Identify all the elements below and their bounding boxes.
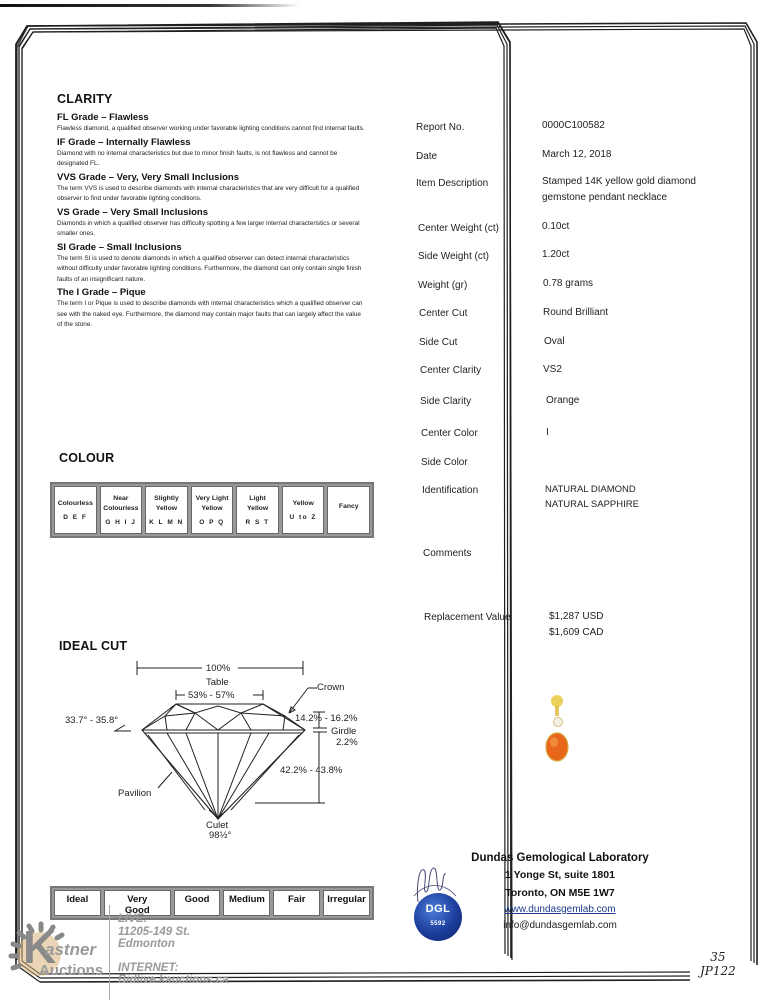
logo-text-line1: astner <box>45 940 97 959</box>
field-label: Side Weight (ct) <box>418 251 489 262</box>
colour-cell <box>191 486 234 534</box>
center-clarity: VS2 <box>543 364 562 375</box>
ideal-cut-title: IDEAL CUT <box>59 639 128 653</box>
cut-grade-cell: Medium <box>223 890 270 916</box>
colour-name: Slightly Yellow <box>154 495 179 512</box>
grade-description: The term VVS is used to describe diamonds with internal characteristics that are very difficult for a qualified observer to find under favorable lighting conditions. <box>57 184 360 202</box>
watermark-website: Bidlive.kauctions.ca <box>118 974 229 986</box>
clarity-title: CLARITY <box>57 92 113 106</box>
lab-name: Dundas Gemological Laboratory <box>471 852 649 864</box>
colour-letters: K L M N <box>149 519 184 526</box>
logo-text-line2: Auctions <box>39 962 104 979</box>
field-label: Center Color <box>421 428 478 439</box>
lab-email: info@dundasgemlab.com <box>503 920 617 931</box>
side-weight: 1.20ct <box>542 249 570 260</box>
center-color: I <box>546 427 549 438</box>
field-label: Side Color <box>421 457 468 468</box>
grade-description: The term SI is used to denote diamonds in which a qualified observer can detect internal characteristics without difficulty under favorable lighting conditions. Furthermore, the diamond can only contain single finish faults of an insignificant nature. <box>57 254 362 283</box>
ideal-cut-diagram <box>55 655 375 840</box>
clarity-grade <box>57 172 367 205</box>
crown-height-label: 14.2% - 16.2% <box>295 713 358 724</box>
identification-line1: NATURAL DIAMOND <box>545 484 636 495</box>
colour-cell <box>54 486 97 534</box>
grade-heading: The I Grade – Pique <box>57 287 146 298</box>
colour-cell <box>282 486 325 534</box>
grade-description: Diamond with no internal characteristics but due to minor finish faults, is not flawless and cannot be designated FL. <box>57 149 338 167</box>
clarity-grade <box>57 112 367 135</box>
colour-name: Very Light Yellow <box>195 495 229 512</box>
clarity-grade <box>57 287 367 331</box>
item-description-line2: gemstone pendant necklace <box>542 192 668 203</box>
logo-letter-k: K <box>23 921 57 973</box>
scan-edge-streak <box>0 4 300 7</box>
handwritten-line2: JP122 <box>700 964 736 978</box>
crown-angle-label: 33.7° - 35.8° <box>65 715 119 726</box>
watermark-internet-label: INTERNET: <box>118 961 179 974</box>
table-range-label: 53% - 57% <box>188 690 235 701</box>
colour-name: Fancy <box>338 503 359 511</box>
cut-grade-cell: Very Good <box>104 890 171 916</box>
diamond-outline <box>142 704 305 819</box>
colour-name: Light Yellow <box>247 495 269 512</box>
clarity-grades <box>57 110 367 332</box>
colour-name: Yellow <box>292 499 314 507</box>
pavilion-label: Pavilion <box>118 788 152 799</box>
culet-label: Culet <box>206 820 229 831</box>
colour-letters: G H I J <box>105 519 137 526</box>
field-label: Center Cut <box>419 308 468 319</box>
lab-address-line1: 1 Yonge St, suite 1801 <box>505 869 615 881</box>
cut-grade-cell: Good <box>174 890 221 916</box>
grade-description: Diamonds in which a qualified observer has difficulty spotting a few larger internal characteristics or several smaller ones. <box>57 219 360 237</box>
field-label: Date <box>416 151 438 162</box>
grade-heading: FL Grade – Flawless <box>57 112 149 123</box>
culet-value-label: 98½° <box>209 830 232 840</box>
field-label: Weight (gr) <box>418 280 468 291</box>
report-number: 0000C100582 <box>542 120 605 131</box>
field-label: Center Weight (ct) <box>418 223 499 234</box>
weight-grams: 0.78 grams <box>543 278 594 289</box>
center-cut: Round Brilliant <box>543 307 609 318</box>
side-cut: Oval <box>544 336 565 347</box>
girdle-label: Girdle <box>331 726 357 737</box>
colour-scale-table <box>50 482 374 538</box>
grade-heading: VS Grade – Very Small Inclusions <box>57 206 209 218</box>
field-label: Center Clarity <box>420 365 482 376</box>
item-description-line1: Stamped 14K yellow gold diamond <box>542 176 696 187</box>
cut-grade-cell: Irregular <box>323 890 370 916</box>
handwritten-lot-number <box>700 950 736 978</box>
grade-heading: VVS Grade – Very, Very Small Inclusions <box>57 171 239 183</box>
colour-letters: R S T <box>245 519 270 526</box>
cut-grade-cell: Fair <box>273 890 320 916</box>
colour-cell <box>100 486 143 534</box>
center-weight: 0.10ct <box>542 221 570 232</box>
lab-address-line2: Toronto, ON M5E 1W7 <box>505 887 615 899</box>
watermark-address2: Edmonton <box>118 938 175 950</box>
watermark-divider <box>109 905 110 1000</box>
clarity-grade <box>57 137 367 170</box>
colour-letters: O P Q <box>199 519 225 526</box>
field-label: Item Description <box>416 178 489 189</box>
handwritten-line1: 35 <box>710 950 726 964</box>
grade-heading: SI Grade – Small Inclusions <box>57 241 182 253</box>
colour-name: Near Colourless <box>103 495 139 512</box>
dgl-seal-icon <box>414 893 462 941</box>
table-label: Table <box>206 677 229 688</box>
colour-letters: U to Z <box>289 514 317 522</box>
pavilion-depth-label: 42.2% - 43.8% <box>280 765 343 776</box>
colour-cell <box>327 486 370 534</box>
replacement-value-usd: $1,287 USD <box>549 611 604 622</box>
colour-name: Colourless <box>57 499 93 507</box>
grade-description: The term I or Pique is used to describe diamonds with internal characteristics which a qualified observer can see with the naked eye. Furthermore, the diamond may contain major faults that can largely affect the value of the stone. <box>57 300 363 328</box>
field-label: Side Clarity <box>420 396 472 407</box>
seal-number: 5592 <box>430 921 446 927</box>
report-date: March 12, 2018 <box>542 149 612 160</box>
lab-website-link[interactable]: www.dundasgemlab.com <box>504 904 616 915</box>
cut-grade-cell: Ideal <box>54 890 101 916</box>
field-label: Side Cut <box>419 337 458 348</box>
gold-bail <box>551 695 563 707</box>
colour-title: COLOUR <box>59 451 115 465</box>
field-label: Identification <box>422 485 479 496</box>
colour-cell <box>236 486 279 534</box>
grade-heading: IF Grade – Internally Flawless <box>57 136 191 148</box>
field-label: Comments <box>423 548 472 559</box>
colour-cell <box>145 486 188 534</box>
clarity-grade <box>57 207 367 240</box>
crown-label: Crown <box>317 682 345 693</box>
orange-sapphire <box>546 733 568 761</box>
side-clarity: Orange <box>546 395 580 406</box>
watermark-address1: 11205-149 St. <box>118 925 191 938</box>
girdle-value-label: 2.2% <box>336 737 358 748</box>
watermark-info <box>118 913 229 987</box>
identification-line2: NATURAL SAPPHIRE <box>545 499 639 510</box>
colour-letters: D E F <box>63 514 88 522</box>
seal-text: DGL <box>425 903 451 915</box>
replacement-value-cad: $1,609 CAD <box>549 627 604 638</box>
total-width-label: 100% <box>206 663 231 674</box>
watermark-live-label: LIVE: <box>118 913 148 925</box>
grade-description: Flawless diamond, a qualified observer working under favorable lighting conditions cannot find internal faults. <box>57 125 365 132</box>
field-label: Replacement Value <box>424 612 511 623</box>
diamond-accent <box>554 718 563 727</box>
lab-info <box>460 850 660 934</box>
kastner-auctions-logo <box>5 918 105 988</box>
field-label: Report No. <box>416 122 465 133</box>
clarity-grade <box>57 242 367 286</box>
pendant-photo <box>537 692 577 772</box>
